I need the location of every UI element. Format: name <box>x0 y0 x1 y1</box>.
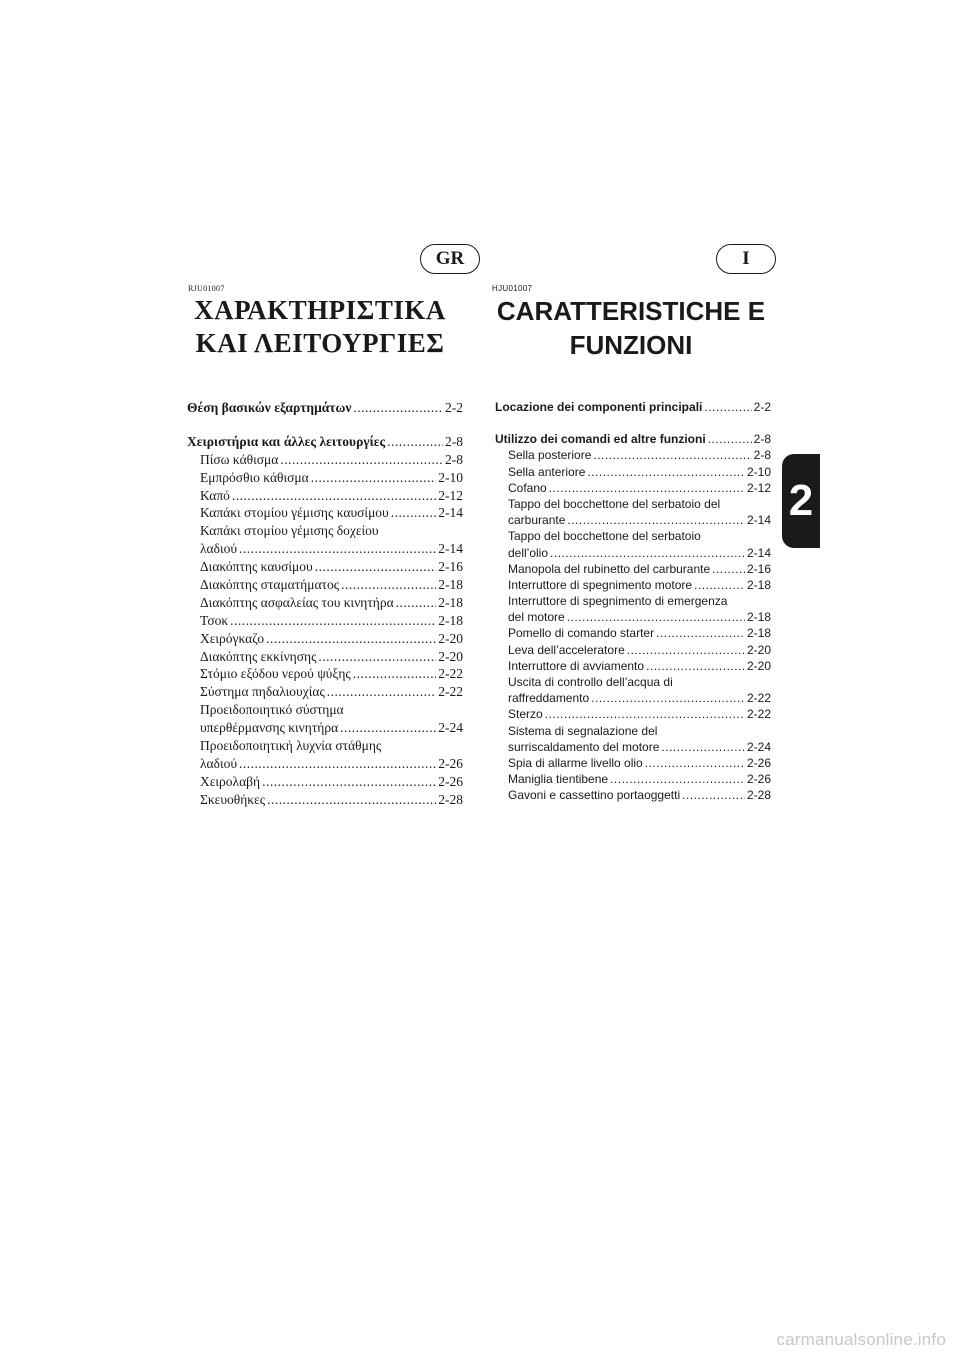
toc-entry-line <box>508 690 771 706</box>
toc-page-number: 2-24 <box>438 720 463 736</box>
toc-entry <box>200 665 463 683</box>
toc-entry <box>200 522 463 558</box>
toc-leader-dots <box>266 630 436 648</box>
toc-page-number: 2-18 <box>438 612 463 628</box>
toc-entry <box>200 773 463 791</box>
toc-entry-label: raffreddamento <box>508 691 590 706</box>
toc-page-number: 2-2 <box>753 400 771 414</box>
toc-entry <box>508 496 771 528</box>
toc-page-number: 2-22 <box>746 707 771 722</box>
toc-entry-line <box>200 773 463 791</box>
toc-leader-dots <box>712 561 745 577</box>
toc-entry-label: surriscaldamento del motore <box>508 739 660 754</box>
toc-entry-line <box>200 737 463 755</box>
toc-section-label: Θέση βασικών εξαρτημάτων <box>187 400 352 415</box>
toc-entry-line <box>508 642 771 658</box>
toc-page-number: 2-8 <box>445 433 463 449</box>
chapter-title-line: ΚΑΙ ΛΕΙΤΟΥΡΓΙΕΣ <box>195 328 445 358</box>
toc-entry-label: Tappo del bocchettone del serbatoio del <box>508 496 721 511</box>
toc-entry <box>508 447 771 463</box>
toc-entry-label: Εμπρόσθιο κάθισμα <box>200 469 309 485</box>
toc-entry-label: Τσοκ <box>200 612 229 628</box>
toc-entry-label: Tappo del bocchettone del serbatoio <box>508 529 701 544</box>
toc-entry <box>508 577 771 593</box>
toc-entry-label: Sella posteriore <box>508 448 592 463</box>
section-code-greek: RJU01007 <box>188 284 225 293</box>
toc-entry-line <box>200 755 463 773</box>
toc-leader-dots <box>315 558 437 576</box>
toc-entry <box>200 594 463 612</box>
toc-page-number: 2-28 <box>746 788 771 803</box>
toc-entry-line <box>200 504 463 522</box>
toc-leader-dots <box>708 431 752 447</box>
toc-page-number: 2-26 <box>746 772 771 787</box>
toc-entry-line <box>200 576 463 594</box>
toc-entry-line <box>508 658 771 674</box>
toc-leader-dots <box>587 464 745 480</box>
language-badge-greek: GR <box>420 244 480 274</box>
toc-leader-dots <box>341 576 436 594</box>
toc-entry-line <box>508 496 771 512</box>
toc-entry-line <box>200 648 463 666</box>
toc-entry-label: Καπό <box>200 487 230 503</box>
toc-subentries <box>495 447 771 803</box>
toc-entry-line <box>508 464 771 480</box>
toc-page-number: 2-14 <box>438 541 463 557</box>
toc-entry <box>508 625 771 641</box>
toc-entry-line <box>508 447 771 463</box>
toc-entry <box>508 464 771 480</box>
toc-page-number: 2-26 <box>438 773 463 789</box>
toc-leader-dots <box>627 642 745 658</box>
toc-entry-label: λαδιού <box>200 755 238 771</box>
toc-spacer <box>187 417 463 433</box>
table-of-contents-greek <box>187 399 463 809</box>
chapter-title-greek <box>175 294 465 360</box>
toc-page-number: 2-24 <box>746 739 771 754</box>
toc-entry <box>508 723 771 755</box>
toc-entry-label: Cofano <box>508 480 547 495</box>
toc-entry-label: Manopola del rubinetto del carburante <box>508 561 711 576</box>
toc-leader-dots <box>610 771 745 787</box>
toc-entry-line <box>508 787 771 803</box>
toc-page-number: 2-16 <box>746 561 771 576</box>
toc-entry <box>200 576 463 594</box>
toc-page-number: 2-12 <box>746 480 771 495</box>
toc-entry <box>200 469 463 487</box>
toc-entry-label: Interruttore di spegnimento motore <box>508 577 693 592</box>
toc-entry <box>508 787 771 803</box>
toc-entry <box>200 648 463 666</box>
toc-leader-dots <box>318 648 436 666</box>
toc-entry-label: λαδιού <box>200 541 238 557</box>
toc-section-entry <box>187 433 463 451</box>
toc-entry <box>508 771 771 787</box>
toc-leader-dots <box>682 787 745 803</box>
toc-entry <box>200 487 463 505</box>
toc-entry-label: Σκευοθήκες <box>200 791 266 807</box>
toc-leader-dots <box>704 399 751 415</box>
toc-leader-dots <box>267 791 436 809</box>
toc-leader-dots <box>645 755 745 771</box>
toc-entry <box>508 561 771 577</box>
section-code-italian: HJU01007 <box>492 284 533 293</box>
toc-page-number: 2-18 <box>746 626 771 641</box>
toc-entry-label: Προειδοποιητική λυχνία στάθμης <box>200 738 382 754</box>
toc-entry-line <box>508 528 771 544</box>
toc-entry-label: Προειδοποιητικό σύστημα <box>200 702 344 718</box>
toc-leader-dots <box>396 594 437 612</box>
toc-page-number: 2-12 <box>438 487 463 503</box>
toc-entry-line <box>508 609 771 625</box>
toc-leader-dots <box>353 399 443 417</box>
toc-entry <box>200 504 463 522</box>
toc-entry-line <box>200 522 463 540</box>
toc-leader-dots <box>567 609 745 625</box>
chapter-title-line: ΧΑΡΑΚΤΗΡΙΣΤΙΚΑ <box>194 295 446 325</box>
toc-leader-dots <box>353 665 436 683</box>
toc-leader-dots <box>387 433 443 451</box>
toc-leader-dots <box>545 706 745 722</box>
toc-entry-line <box>508 593 771 609</box>
chapter-title-line: CARATTERISTICHE E <box>496 296 766 326</box>
language-badge-italian: I <box>716 244 776 274</box>
toc-section-label: Locazione dei componenti principali <box>495 400 703 414</box>
toc-entry-line <box>200 701 463 719</box>
toc-entry-line <box>200 719 463 737</box>
toc-entry-line <box>508 512 771 528</box>
toc-page-number: 2-8 <box>753 448 771 463</box>
toc-page-number: 2-20 <box>438 648 463 664</box>
toc-entry-label: Leva dell’acceleratore <box>508 642 625 657</box>
toc-entry <box>200 612 463 630</box>
toc-leader-dots <box>549 480 745 496</box>
toc-page-number: 2-14 <box>746 513 771 528</box>
toc-page-number: 2-14 <box>746 545 771 560</box>
toc-entry-label: Σύστημα πηδαλιουχίας <box>200 684 325 700</box>
toc-page-number: 2-16 <box>438 559 463 575</box>
toc-leader-dots <box>661 739 745 755</box>
toc-page-number: 2-26 <box>746 755 771 770</box>
toc-page-number: 2-2 <box>445 400 463 415</box>
toc-entry-line <box>200 594 463 612</box>
toc-entry-label: Maniglia tientibene <box>508 772 609 787</box>
toc-page-number: 2-20 <box>746 658 771 673</box>
toc-entry <box>200 791 463 809</box>
toc-entry-line <box>508 674 771 690</box>
toc-page-number: 2-22 <box>438 666 463 682</box>
toc-leader-dots <box>391 504 437 522</box>
toc-leader-dots <box>567 512 745 528</box>
toc-entry-label: Διακόπτης ασφαλείας του κινητήρα <box>200 594 394 610</box>
toc-leader-dots <box>239 755 436 773</box>
toc-entry-line <box>508 545 771 561</box>
toc-entry-line <box>200 558 463 576</box>
toc-entry-label: Καπάκι στομίου γέμισης καυσίμου <box>200 505 389 521</box>
toc-entry <box>508 658 771 674</box>
chapter-title-line: FUNZIONI <box>569 330 693 360</box>
toc-entry-label: υπερθέρμανσης κινητήρα <box>200 720 339 736</box>
toc-entry-label: Sistema di segnalazione del <box>508 723 658 738</box>
toc-entry-label: Καπάκι στομίου γέμισης δοχείου <box>200 523 379 539</box>
toc-leader-dots <box>694 577 745 593</box>
toc-entry-label: Uscita di controllo dell’acqua di <box>508 675 673 689</box>
toc-entry-line <box>200 451 463 469</box>
toc-entry-label: carburante <box>508 513 566 528</box>
toc-entry-label: Spia di allarme livello olio <box>508 755 643 770</box>
toc-entry <box>508 593 771 625</box>
watermark: carmanualsonline.info <box>776 1330 946 1349</box>
toc-entry-label: Χειρολαβή <box>200 773 261 789</box>
toc-spacer <box>495 415 771 431</box>
toc-entry-label: Interruttore di avviamento <box>508 658 645 673</box>
chapter-tab: 2 <box>782 454 820 548</box>
toc-page-number: 2-14 <box>438 505 463 521</box>
toc-entry-line <box>200 540 463 558</box>
toc-entry <box>508 528 771 560</box>
toc-leader-dots <box>593 447 751 463</box>
toc-entry-label: Gavoni e cassettino portaoggetti <box>508 788 681 803</box>
toc-entry-line <box>508 723 771 739</box>
toc-page-number: 2-18 <box>746 577 771 592</box>
toc-page-number: 2-8 <box>445 451 463 467</box>
toc-entry-line <box>200 612 463 630</box>
toc-leader-dots <box>550 545 745 561</box>
toc-entry-line <box>508 561 771 577</box>
toc-page-number: 2-10 <box>746 464 771 479</box>
toc-entry-label: Pomello di comando starter <box>508 626 655 641</box>
toc-entry-line <box>508 706 771 722</box>
toc-entry <box>508 642 771 658</box>
toc-entry-line <box>508 755 771 771</box>
toc-entry <box>200 701 463 737</box>
toc-entry <box>508 706 771 722</box>
toc-page-number: 2-18 <box>438 577 463 593</box>
toc-entry-label: del motore <box>508 610 565 625</box>
toc-page-number: 2-8 <box>753 432 771 447</box>
toc-entry <box>508 480 771 496</box>
toc-entry-label: Διακόπτης σταματήματος <box>200 577 340 593</box>
toc-entry-line <box>508 739 771 755</box>
toc-entry-line <box>200 469 463 487</box>
toc-entry-label: Sella anteriore <box>508 464 586 479</box>
toc-entry <box>508 755 771 771</box>
toc-entry-label: dell’olio <box>508 545 549 560</box>
toc-section-entry <box>187 399 463 417</box>
toc-entry <box>200 451 463 469</box>
toc-page-number: 2-22 <box>438 684 463 700</box>
toc-page-number: 2-18 <box>438 594 463 610</box>
toc-leader-dots <box>327 683 436 701</box>
toc-section-entry <box>495 431 771 447</box>
toc-entry-line <box>200 487 463 505</box>
toc-subentries <box>187 451 463 809</box>
toc-entry-label: Στόμιο εξόδου νερού ψύξης <box>200 666 351 682</box>
toc-entry-label: Πίσω κάθισμα <box>200 451 279 467</box>
toc-leader-dots <box>262 773 436 791</box>
toc-entry-line <box>200 791 463 809</box>
toc-page-number: 2-20 <box>438 630 463 646</box>
toc-entry-line <box>200 630 463 648</box>
toc-entry-line <box>508 577 771 593</box>
toc-entry <box>200 558 463 576</box>
toc-leader-dots <box>591 690 745 706</box>
toc-page-number: 2-20 <box>746 642 771 657</box>
toc-section-label: Χειριστήρια και άλλες λειτουργίες <box>187 433 386 449</box>
toc-leader-dots <box>646 658 745 674</box>
toc-entry-line <box>508 625 771 641</box>
toc-page-number: 2-26 <box>438 755 463 771</box>
toc-leader-dots <box>280 451 443 469</box>
toc-entry <box>200 737 463 773</box>
toc-entry-label: Διακόπτης καυσίμου <box>200 559 313 575</box>
toc-entry-label: Sterzo <box>508 707 543 722</box>
toc-page-number: 2-28 <box>438 791 463 807</box>
toc-page-number: 2-22 <box>746 691 771 706</box>
toc-leader-dots <box>239 540 436 558</box>
table-of-contents-italian <box>495 399 771 804</box>
toc-leader-dots <box>232 487 436 505</box>
toc-entry <box>200 630 463 648</box>
toc-entry-line <box>200 665 463 683</box>
toc-entry-line <box>508 480 771 496</box>
toc-entry <box>508 674 771 706</box>
toc-entry <box>200 683 463 701</box>
toc-leader-dots <box>340 719 436 737</box>
toc-entry-line <box>200 683 463 701</box>
chapter-title-italian <box>486 294 776 362</box>
toc-entry-label: Διακόπτης εκκίνησης <box>200 648 317 664</box>
toc-section-entry <box>495 399 771 415</box>
toc-leader-dots <box>230 612 436 630</box>
toc-page-number: 2-10 <box>438 469 463 485</box>
toc-leader-dots <box>311 469 437 487</box>
toc-leader-dots <box>656 625 745 641</box>
toc-section-label: Utilizzo dei comandi ed altre funzioni <box>495 432 706 447</box>
toc-page-number: 2-18 <box>746 610 771 625</box>
toc-entry-label: Χειρόγκαζο <box>200 630 265 646</box>
toc-entry-line <box>508 771 771 787</box>
toc-entry-label: Interruttore di spegnimento di emergenza <box>508 594 728 609</box>
